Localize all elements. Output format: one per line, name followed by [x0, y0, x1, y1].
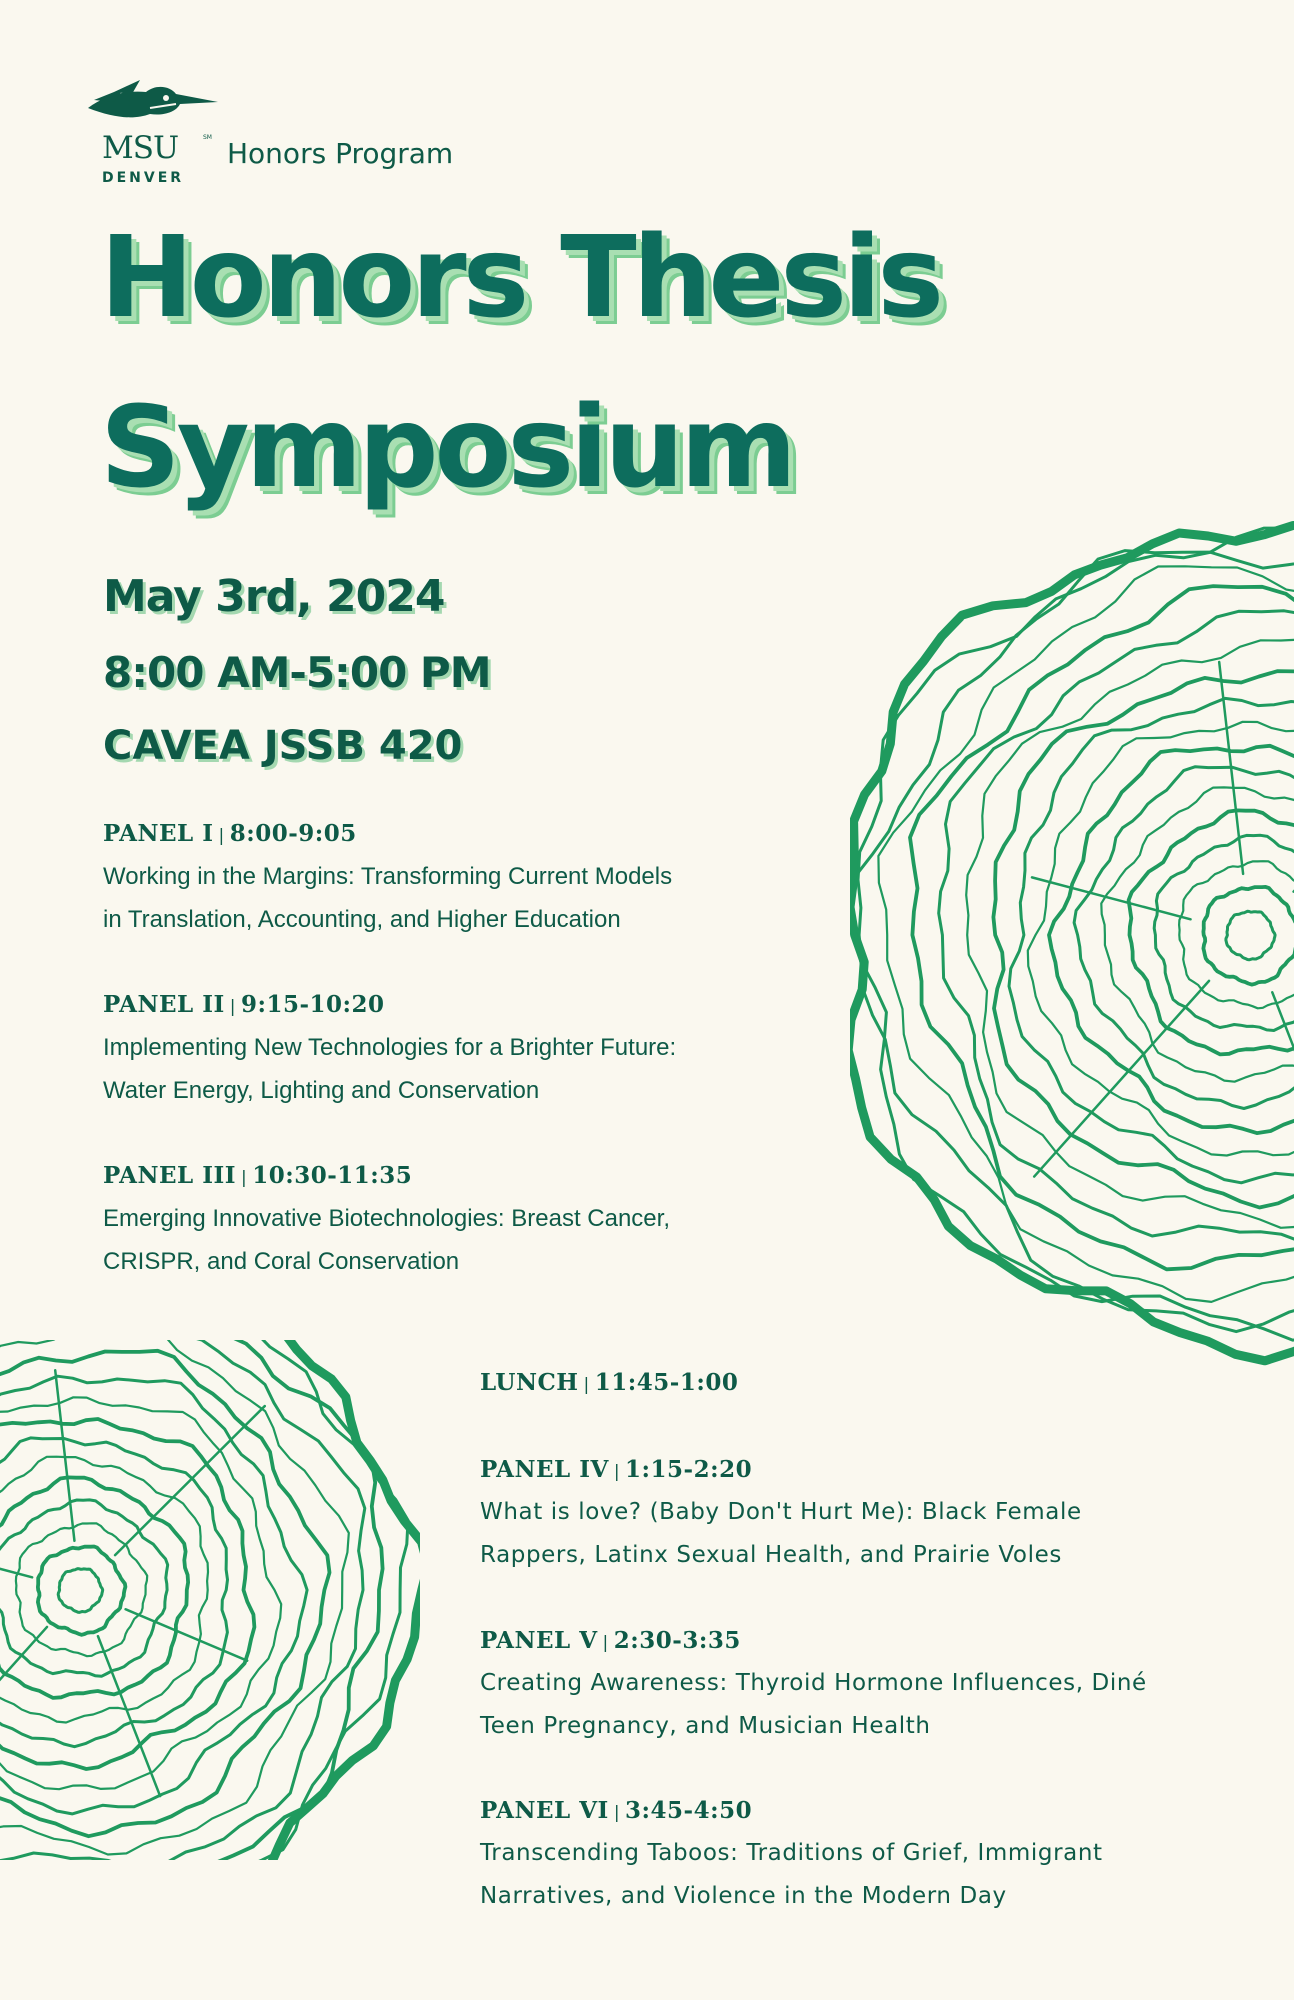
description-line: Transcending Taboos: Traditions of Grief, Immigrant	[480, 1840, 1103, 1866]
separator: |	[613, 1462, 621, 1482]
panel-description	[103, 855, 903, 941]
description-line: Emerging Innovative Biotechnologies: Breast Cancer,	[103, 1205, 670, 1232]
panel-time: 10:30-11:35	[252, 1162, 413, 1189]
separator: |	[583, 1375, 590, 1395]
separator: |	[229, 997, 236, 1017]
title-line-2: Symposium	[100, 383, 793, 513]
separator: |	[218, 826, 225, 846]
description-line: Working in the Margins: Transforming Current Models	[103, 863, 673, 890]
logo-service-mark: SM	[203, 134, 212, 141]
panel-name: PANEL II	[103, 991, 225, 1018]
panel-heading	[103, 991, 903, 1018]
panel-time: 8:00-9:05	[229, 820, 357, 847]
description-line: Narratives, and Violence in the Modern Day	[480, 1883, 1007, 1909]
panel-time: 1:15-2:20	[625, 1456, 753, 1483]
panel-time: 9:15-10:20	[240, 991, 385, 1018]
separator: |	[613, 1803, 621, 1823]
description-line: in Translation, Accounting, and Higher Education	[103, 906, 621, 933]
logo-wordmark: MSU	[102, 130, 179, 166]
panel-description	[480, 1662, 1280, 1748]
description-line: Creating Awareness: Thyroid Hormone Influences, Diné	[480, 1670, 1147, 1696]
event-location: CAVEA JSSB 420	[103, 723, 463, 769]
logo-subtext: DENVER	[102, 170, 185, 186]
tree-rings-right-icon	[850, 460, 1294, 1420]
panel-name: PANEL III	[103, 1162, 236, 1189]
lunch-break	[480, 1369, 1280, 1396]
panel-time: 2:30-3:35	[613, 1627, 741, 1654]
panel-5	[480, 1627, 1280, 1748]
panel-1	[103, 820, 903, 941]
panel-name: LUNCH	[480, 1369, 579, 1396]
separator: |	[240, 1168, 248, 1188]
panel-6	[480, 1797, 1280, 1918]
panel-heading	[480, 1456, 1280, 1483]
panel-heading	[480, 1797, 1280, 1824]
description-line: CRISPR, and Coral Conservation	[103, 1248, 460, 1275]
panel-name: PANEL V	[480, 1627, 598, 1654]
tree-rings-left-icon	[0, 1340, 420, 1860]
program-name: Honors Program	[227, 137, 454, 170]
description-line: Water Energy, Lighting and Conservation	[103, 1077, 540, 1104]
panel-description	[103, 1197, 903, 1283]
event-date: May 3rd, 2024	[103, 571, 445, 622]
msu-denver-logo	[84, 78, 224, 188]
panel-name: PANEL IV	[480, 1456, 609, 1483]
panel-heading	[103, 820, 903, 847]
description-line: Teen Pregnancy, and Musician Health	[480, 1713, 931, 1739]
panel-4	[480, 1456, 1280, 1577]
title-line-1: Honors Thesis	[100, 213, 941, 343]
event-time: 8:00 AM-5:00 PM	[103, 648, 491, 697]
panel-description	[480, 1832, 1280, 1918]
description-line: Rappers, Latinx Sexual Health, and Prairie Voles	[480, 1542, 1062, 1568]
panel-time: 3:45-4:50	[625, 1797, 753, 1824]
panel-description	[103, 1026, 903, 1112]
description-line: What is love? (Baby Don't Hurt Me): Black Female	[480, 1499, 1082, 1525]
roadrunner-head-icon	[84, 78, 224, 133]
panel-name: PANEL I	[103, 820, 214, 847]
panel-name: PANEL VI	[480, 1797, 609, 1824]
panel-heading	[480, 1627, 1280, 1654]
panel-heading	[103, 1162, 903, 1189]
panel-2	[103, 991, 903, 1112]
panel-heading	[480, 1369, 1280, 1396]
panel-description	[480, 1491, 1280, 1577]
description-line: Implementing New Technologies for a Brighter Future:	[103, 1034, 677, 1061]
panel-3	[103, 1162, 903, 1283]
separator: |	[602, 1633, 609, 1653]
panel-time: 11:45-1:00	[594, 1369, 739, 1396]
